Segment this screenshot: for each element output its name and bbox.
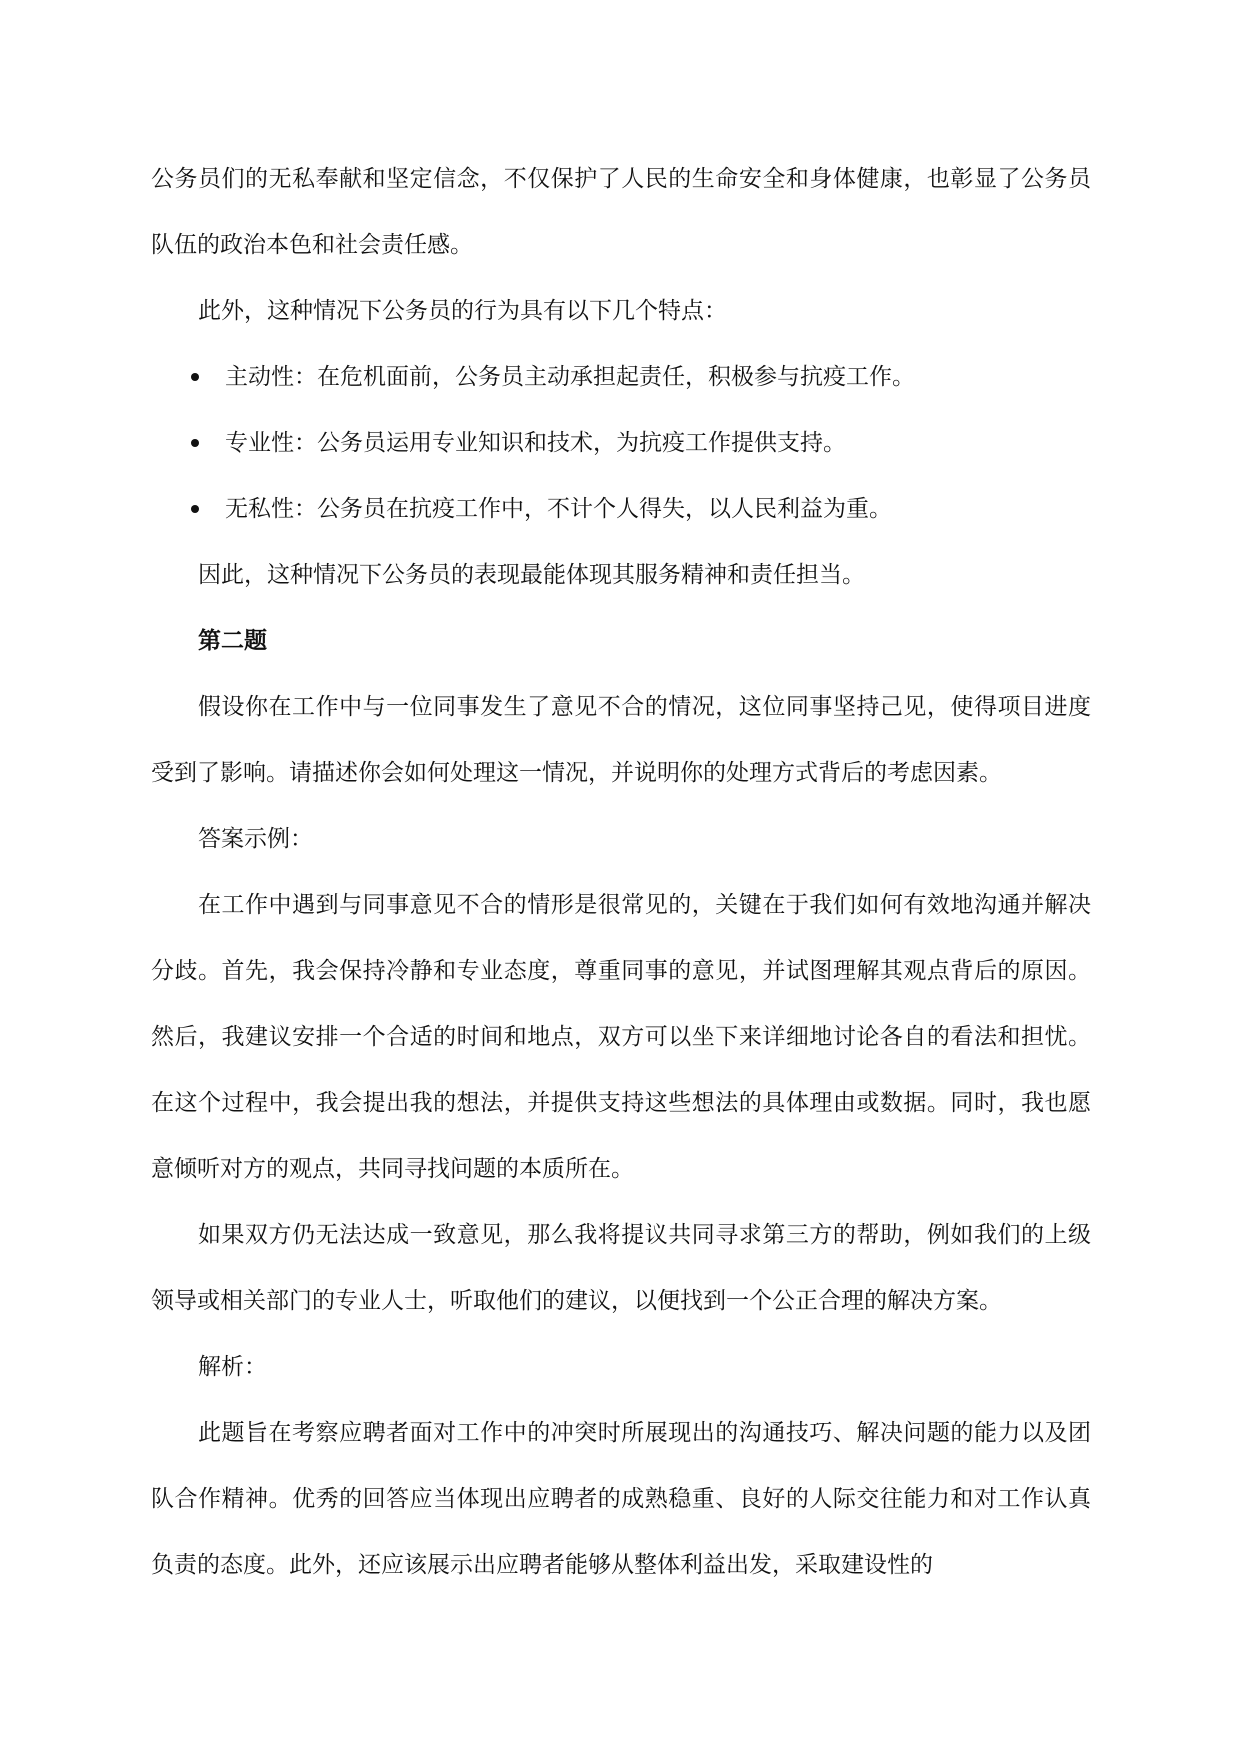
analysis-label: 解析： (198, 1354, 267, 1380)
paragraph-conclusion: 因此，这种情况下公务员的表现最能体现其服务精神和责任担当。 (198, 562, 865, 588)
bullet-icon (191, 505, 199, 513)
paragraph-analysis: 此题旨在考察应聘者面对工作中的冲突时所展现出的沟通技巧、解决问题的能力以及团队合作精神。优秀的回答应当体现出应聘者的成熟稳重、良好的人际交往能力和对工作认真负责的态度。此外，还应该展示出应聘者能够从整体利益出发，采取建设性的 (151, 1420, 1091, 1578)
list-item (151, 344, 1091, 410)
characteristics-list (151, 344, 1091, 542)
list-item (151, 410, 1091, 476)
paragraph-answer-2: 如果双方仍无法达成一致意见，那么我将提议共同寻求第三方的帮助，例如我们的上级领导或相关部门的专业人士，听取他们的建议，以便找到一个公正合理的解决方案。 (151, 1222, 1091, 1314)
paragraph-question: 假设你在工作中与一位同事发生了意见不合的情况，这位同事坚持己见，使得项目进度受到了影响。请描述你会如何处理这一情况，并说明你的处理方式背后的考虑因素。 (151, 694, 1091, 786)
answer-label: 答案示例： (198, 826, 313, 852)
section-heading: 第二题 (198, 628, 267, 654)
bullet-icon (191, 439, 199, 447)
paragraph-characteristics-intro: 此外，这种情况下公务员的行为具有以下几个特点： (198, 298, 727, 324)
bullet-icon (191, 373, 199, 381)
list-item-text: 无私性：公务员在抗疫工作中，不计个人得失，以人民利益为重。 (225, 496, 892, 522)
page-content (151, 146, 1091, 1598)
paragraph-civil-servants-dedication: 公务员们的无私奉献和坚定信念，不仅保护了人民的生命安全和身体健康，也彰显了公务员队伍的政治本色和社会责任感。 (151, 166, 1091, 258)
list-item-text: 主动性：在危机面前，公务员主动承担起责任，积极参与抗疫工作。 (225, 364, 915, 390)
paragraph-answer-1: 在工作中遇到与同事意见不合的情形是很常见的，关键在于我们如何有效地沟通并解决分歧。首先，我会保持冷静和专业态度，尊重同事的意见，并试图理解其观点背后的原因。然后，我建议安排一个合适的时间和地点，双方可以坐下来详细地讨论各自的看法和担忧。在这个过程中，我会提出我的想法，并提供支持这些想法的具体理由或数据。同时，我也愿意倾听对方的观点，共同寻找问题的本质所在。 (151, 892, 1091, 1182)
list-item-text: 专业性：公务员运用专业知识和技术，为抗疫工作提供支持。 (225, 430, 846, 456)
list-item (151, 476, 1091, 542)
